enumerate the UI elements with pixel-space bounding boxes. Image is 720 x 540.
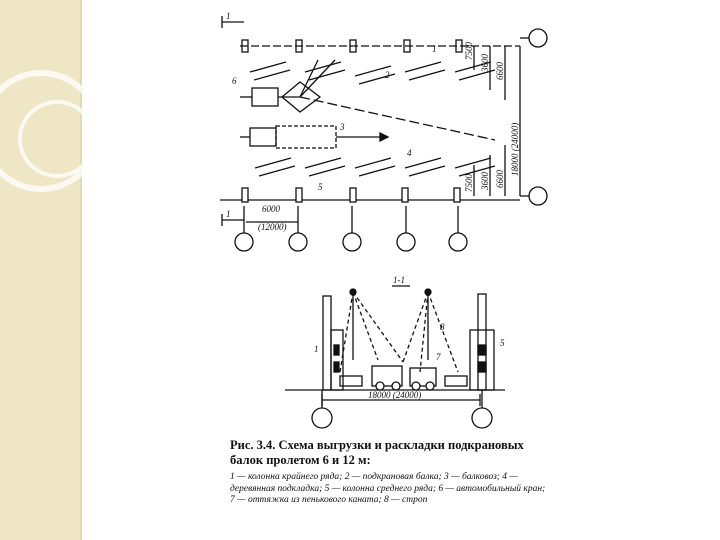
axis-circle-3 xyxy=(343,233,361,251)
middle-column-section xyxy=(470,294,494,390)
section-title: 1-1 xyxy=(393,275,405,285)
figure-caption-legend: 1 — колонна крайнего ряда; 2 — подкрановая балка; 3 — балковоз; 4 — деревянная подкладка; 5 — колонна среднего ряда; 6 — автомобильный кран; 7 — оттяжка из пенькового каната; 8 — строп xyxy=(230,472,546,505)
svg-text:6600: 6600 xyxy=(495,62,505,80)
beam-stacks-lower xyxy=(255,158,495,176)
crane-truck-section xyxy=(372,366,402,390)
beam-stacks-section xyxy=(340,376,467,386)
beam-carrier-plan xyxy=(240,126,388,148)
axis-circle-2 xyxy=(289,233,307,251)
section-mark-bottom: 1 xyxy=(226,209,231,219)
axis-circle-right xyxy=(529,187,547,205)
label-beam: 2 xyxy=(385,70,390,80)
svg-text:3600: 3600 xyxy=(480,54,490,72)
section-axis-left xyxy=(312,408,332,428)
label-carrier: 3 xyxy=(340,122,345,132)
axis-circle-top xyxy=(529,29,547,47)
svg-text:7500: 7500 xyxy=(464,174,474,192)
axis-circle-4 xyxy=(397,233,415,251)
dim-span-plan: 18000 (24000) xyxy=(510,122,520,176)
section-label-sling: 8 xyxy=(440,322,445,332)
section-label-truck: 7 xyxy=(436,352,441,362)
carrier-section xyxy=(410,368,436,390)
vertical-dims-top xyxy=(464,42,505,81)
section-label-column-right: 5 xyxy=(500,338,505,348)
label-column-edge: 1 xyxy=(432,44,437,54)
svg-text:6600: 6600 xyxy=(495,170,505,188)
axis-circle-5 xyxy=(449,233,467,251)
dim-bottom-alt: (12000) xyxy=(258,222,287,232)
section-span-label: 18000 (24000) xyxy=(368,390,422,400)
svg-text:7500: 7500 xyxy=(464,42,474,60)
label-pad: 4 xyxy=(407,148,412,158)
axis-circle-1 xyxy=(235,233,253,251)
figure-caption-title: Рис. 3.4. Схема выгрузки и раскладки подкрановых балок пролетом 6 и 12 м: xyxy=(230,438,524,467)
svg-text:3600: 3600 xyxy=(480,172,490,190)
label-column-mid: 5 xyxy=(318,182,323,192)
section-label-column-left: 1 xyxy=(314,344,319,354)
label-crane: 6 xyxy=(232,76,237,86)
beam-stacks-upper xyxy=(250,62,495,84)
section-axis-right xyxy=(472,408,492,428)
section-mark-top: 1 xyxy=(226,11,231,21)
dim-bottom-main: 6000 xyxy=(262,204,280,214)
